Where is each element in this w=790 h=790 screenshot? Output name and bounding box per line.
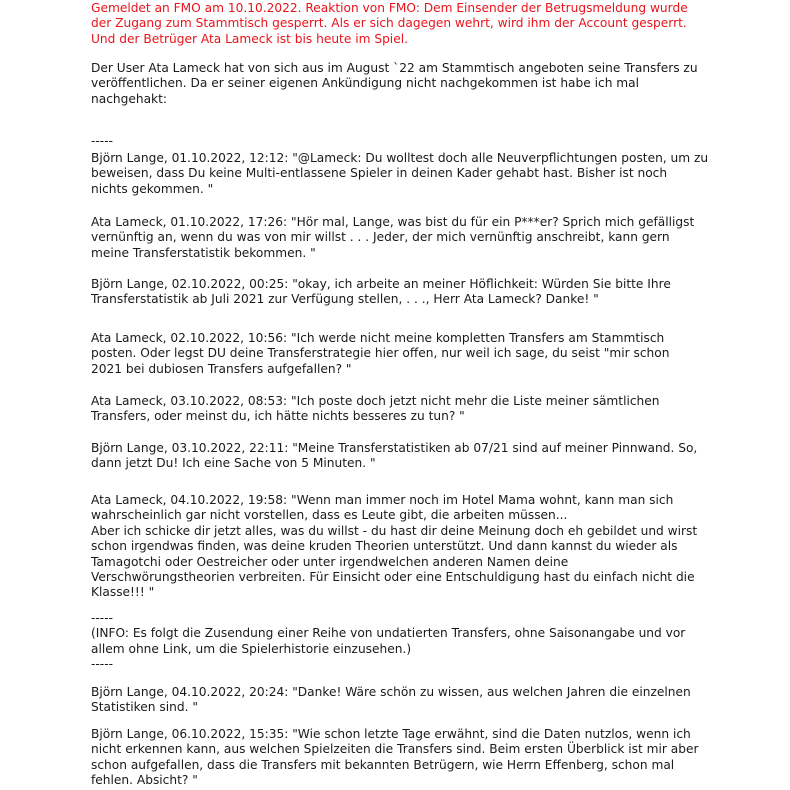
message-line: Ata Lameck, 04.10.2022, 19:58: "Wenn man immer noch im Hotel Mama wohnt, kann man sich (91, 493, 674, 507)
info-line: allem ohne Link, um die Spielerhistorie einzusehen.) (91, 641, 412, 656)
message-line: Statistiken sind. " (91, 700, 198, 715)
chat-message (91, 151, 708, 197)
separator: ----- (91, 657, 113, 672)
message-line: schon irgendwas finden, was deine kruden Theorien unterstützt. Und dann kannst du wieder als (91, 539, 678, 554)
chat-message (91, 493, 697, 601)
message-line: dann jetzt Du! Ich eine Sache von 5 Minuten. " (91, 456, 376, 471)
message-line: fehlen. Absicht? " (91, 773, 198, 788)
chat-message (91, 277, 671, 308)
message-line: Verschwörungstheorien verbreiten. Für Einsicht oder eine Entschuldigung hast du einfach nicht die (91, 570, 695, 585)
message-line: Björn Lange, 06.10.2022, 15:35: "Wie schon letzte Tage erwähnt, sind die Daten nutzlos, wenn ich (91, 727, 691, 741)
separator: ----- (91, 611, 113, 625)
message-line: 2021 bei dubiosen Transfers aufgefallen? " (91, 361, 352, 376)
message-line: Björn Lange, 02.10.2022, 00:25: "okay, ich arbeite an meiner Höflichkeit: Würden Sie bitte Ihre (91, 277, 671, 291)
message-line: Ata Lameck, 01.10.2022, 17:26: "Hör mal, Lange, was bist du für ein P***er? Sprich mich gefälligst (91, 215, 695, 229)
chat-message (91, 331, 669, 377)
chat-message (91, 215, 694, 261)
message-line: Björn Lange, 01.10.2022, 12:12: "@Lameck: Du wolltest doch alle Neuverpflichtungen posten, um zu (91, 151, 709, 165)
notice-line: Und der Betrüger Ata Lameck ist bis heute im Spiel. (91, 31, 408, 46)
message-line: nicht erkennen kann, aus welchen Spielzeiten die Transfers sind. Beim ersten Überblick ist mir aber (91, 742, 699, 757)
message-line: Ata Lameck, 02.10.2022, 10:56: "Ich werde nicht meine kompletten Transfers am Stammtisch (91, 331, 665, 345)
intro-line: veröffentlichen. Da er seiner eigenen Ankündigung nicht nachgekommen ist habe ich mal (91, 76, 640, 91)
intro-line: Der User Ata Lameck hat von sich aus im August `22 am Stammtisch angeboten seine Transfers zu (91, 61, 698, 75)
message-line: Björn Lange, 03.10.2022, 22:11: "Meine Transferstatistiken ab 07/21 sind auf meiner Pinnwand. So, (91, 441, 698, 455)
separator: ----- (91, 134, 113, 148)
chat-message (91, 441, 697, 472)
message-line: vernünftig an, wenn du was von mir willst . . . Jeder, der mich vernünftig anschreibt, kann gern (91, 230, 670, 245)
notice-line: der Zugang zum Stammtisch gesperrt. Als er sich dagegen wehrt, wird ihm der Account gesperrt. (91, 16, 687, 31)
message-line: Klasse!!! " (91, 585, 155, 600)
chat-message (91, 394, 660, 425)
message-line: Aber ich schicke dir jetzt alles, was du willst - du hast dir deine Meinung doch eh gebildet und wirst (91, 523, 698, 538)
message-line: Tamagotchi oder Oestreicher oder unter irgendwelchen anderen Namen deine (91, 554, 569, 569)
message-line: Transfers, oder meinst du, ich hätte nichts besseres zu tun? " (91, 409, 465, 424)
message-line: beweisen, dass Du keine Multi-entlassene Spieler in deinen Kader gehabt hast. Bisher ist noch (91, 166, 668, 181)
intro-paragraph (91, 61, 698, 107)
chat-message (91, 727, 699, 789)
fraud-report-notice (91, 1, 688, 47)
info-line: (INFO: Es folgt die Zusendung einer Reihe von undatierten Transfers, ohne Saisonangabe und vor (91, 626, 686, 641)
message-line: meine Transferstatistik bekommen. " (91, 245, 316, 260)
message-line: posten. Oder legst DU deine Transferstrategie hier offen, nur weil ich sage, du seist "mir schon (91, 346, 670, 361)
chat-message (91, 685, 691, 716)
message-line: wahrscheinlich gar nicht vorstellen, dass es Leute gibt, die arbeiten müssen... (91, 508, 568, 523)
message-line: Björn Lange, 04.10.2022, 20:24: "Danke! Wäre schön zu wissen, aus welchen Jahren die einzelnen (91, 685, 691, 699)
message-line: nichts gekommen. " (91, 181, 214, 196)
notice-line: Gemeldet an FMO am 10.10.2022. Reaktion von FMO: Dem Einsender der Betrugsmeldung wurde (91, 1, 688, 15)
message-line: Ata Lameck, 03.10.2022, 08:53: "Ich poste doch jetzt nicht mehr die Liste meiner sämtlichen (91, 394, 660, 408)
intro-line: nachgehakt: (91, 91, 167, 106)
message-line: Transferstatistik ab Juli 2021 zur Verfügung stellen, . . ., Herr Ata Lameck? Danke! " (91, 292, 599, 307)
info-block (91, 611, 685, 673)
message-line: schon aufgefallen, dass die Transfers mit bekannten Betrügern, wie Herrn Effenberg, schon mal (91, 757, 675, 772)
